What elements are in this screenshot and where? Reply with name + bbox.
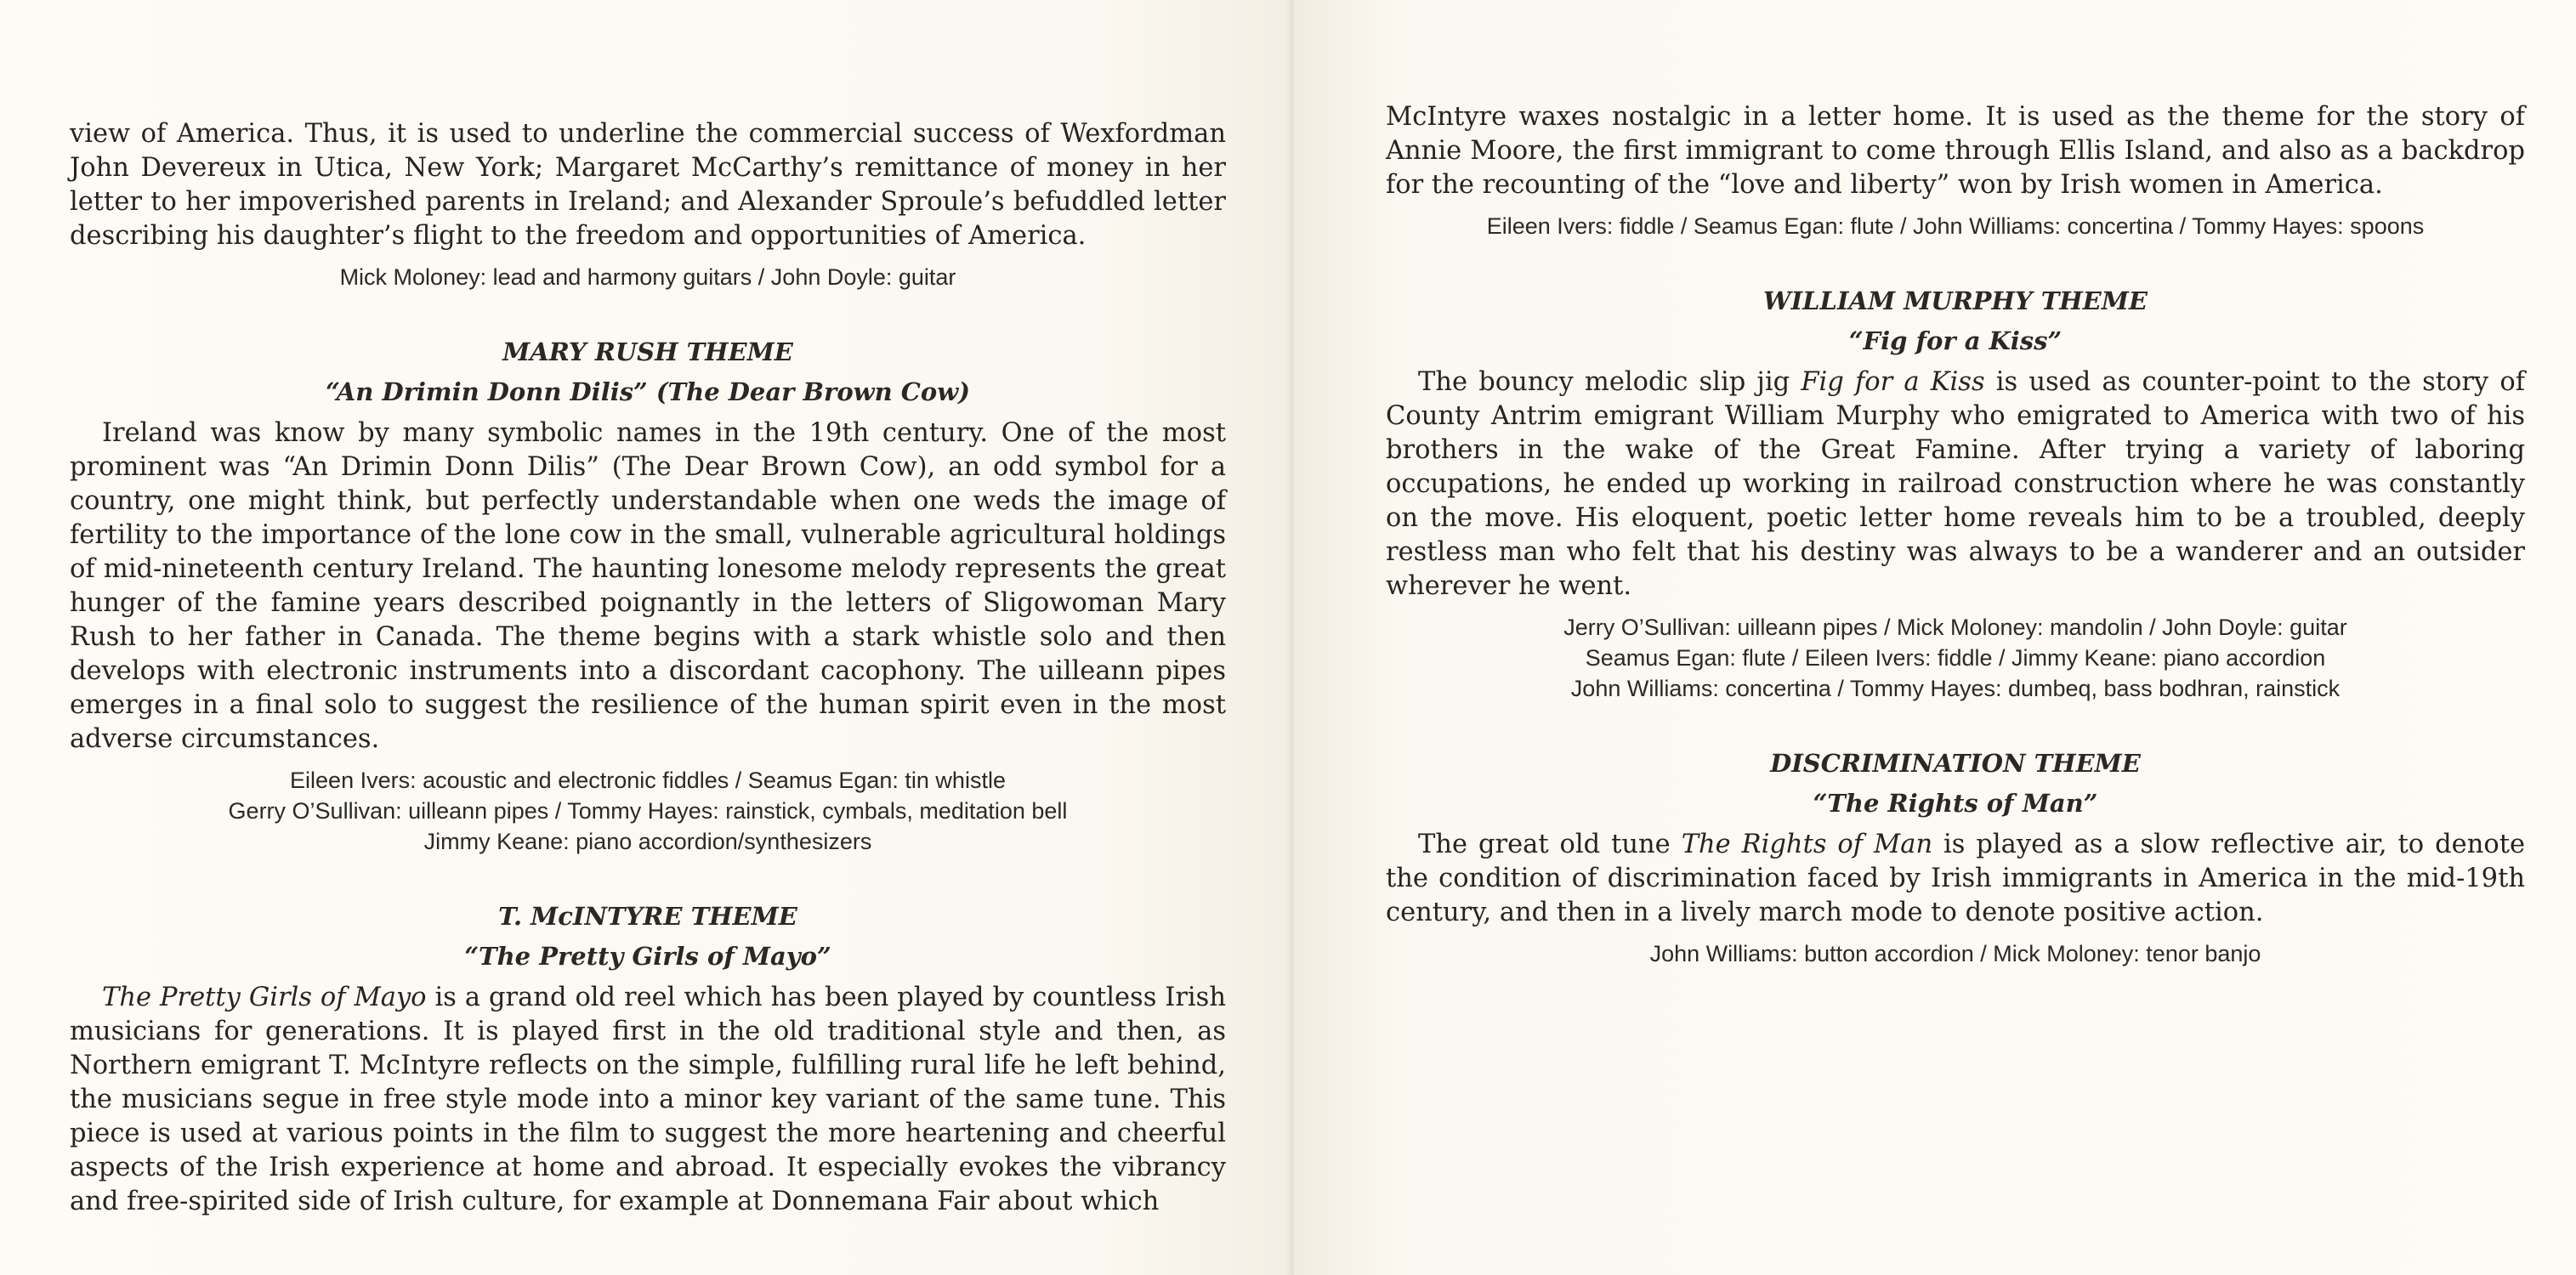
mcintyre-heading: T. McINTYRE THEME (498, 902, 797, 931)
william-murphy-subheading: “Fig for a Kiss” (1848, 326, 2063, 355)
william-murphy-paragraph (1386, 366, 2525, 604)
credit-line: Mick Moloney: lead and harmony guitars / John Doyle: guitar (339, 264, 956, 290)
credit-line: Eileen Ivers: fiddle / Seamus Egan: flute / John Williams: concertina / Tommy Hayes: spoons (1486, 213, 2425, 239)
mary-rush-credits (70, 765, 1226, 857)
discrimination-tune-title: The Rights of Man (1681, 830, 1933, 859)
right-page (1294, 0, 2576, 1275)
discrimination-paragraph-start: The great old tune (1418, 830, 1682, 859)
right-intro-credits (1386, 211, 2525, 241)
discrimination-credits (1386, 938, 2525, 969)
discrimination-heading: DISCRIMINATION THEME (1770, 749, 2141, 778)
credit-line: Eileen Ivers: acoustic and electronic fiddles / Seamus Egan: tin whistle (290, 768, 1006, 793)
mcintyre-subheading: “The Pretty Girls of Mayo” (464, 942, 831, 971)
left-intro-paragraph: view of America. Thus, it is used to underline the commercial success of Wexfordman John Devereux in Utica, New York; Margaret McCarthy’s remittance of money in her letter to her impoverished parents in Ireland; and Alexander Sproule’s befuddled letter describing his daughter’s flight to the freedom and opportunities of America. (70, 119, 1226, 251)
mary-rush-heading: MARY RUSH THEME (502, 337, 793, 366)
william-murphy-tune-title: Fig for a Kiss (1801, 367, 1985, 397)
william-murphy-paragraph-text: is used as counter-point to the story of County Antrim emigrant William Murphy who emigrated to America with two of his brothers in the wake of the Great Famine. After trying a variety of laboring occupations, he ended up working in railroad construction where he was constantly on the move. His eloquent, poetic letter home reveals him to be a troubled, deeply restless man who felt that his destiny was always to be a wanderer and an outsider wherever he went. (1386, 367, 2525, 601)
discrimination-paragraph (1386, 828, 2525, 930)
left-intro-credits (70, 262, 1226, 292)
mcintyre-paragraph (70, 981, 1226, 1219)
credit-line: Gerry O’Sullivan: uilleann pipes / Tommy Hayes: rainstick, cymbals, meditation bell (228, 798, 1068, 824)
mcintyre-tune-title: The Pretty Girls of Mayo (102, 983, 427, 1012)
william-murphy-credits (1386, 612, 2525, 704)
discrimination-paragraph-text: is played as a slow reflective air, to denote the condition of discrimination faced by Irish immigrants in America in the mid-19th century, and then in a lively march mode to denote positive action. (1386, 830, 2526, 927)
credit-line: John Williams: button accordion / Mick Moloney: tenor banjo (1649, 941, 2261, 966)
right-intro-paragraph: McIntyre waxes nostalgic in a letter home. It is used as the theme for the story of Annie Moore, the first immigrant to come through Ellis Island, and also as a backdrop for the recounting of the “love and liberty” won by Irish women in America. (1386, 102, 2525, 200)
william-murphy-paragraph-start: The bouncy melodic slip jig (1418, 367, 1801, 397)
william-murphy-heading: WILLIAM MURPHY THEME (1763, 286, 2148, 315)
credit-line: John Williams: concertina / Tommy Hayes: dumbeq, bass bodhran, rainstick (1570, 676, 2341, 701)
credit-line: Jerry O’Sullivan: uilleann pipes / Mick Moloney: mandolin / John Doyle: guitar (1563, 615, 2347, 640)
discrimination-subheading: “The Rights of Man” (1813, 789, 2098, 818)
credit-line: Seamus Egan: flute / Eileen Ivers: fiddle / Jimmy Keane: piano accordion (1585, 645, 2326, 671)
credit-line: Jimmy Keane: piano accordion/synthesizers (423, 829, 872, 854)
mary-rush-subheading: “An Drimin Donn Dilis” (The Dear Brown Cow) (326, 377, 970, 406)
mary-rush-paragraph: Ireland was know by many symbolic names in the 19th century. One of the most prominent was “An Drimin Donn Dilis” (The Dear Brown Cow), an odd symbol for a country, one might think, but perfectly understandable when one weds the image of fertility to the importance of the lone cow in the small, vulnerable agricultural holdings of mid-nineteenth century Ireland. The haunting lonesome melody represents the great hunger of the famine years described poignantly in the letters of Sligowoman Mary Rush to her father in Canada. The theme begins with a stark whistle solo and then develops with electronic instruments into a discordant cacophony. The uilleann pipes emerges in a final solo to suggest the resilience of the human spirit even in the most adverse circumstances. (70, 418, 1226, 754)
mcintyre-paragraph-text: is a grand old reel which has been played by countless Irish musicians for generations. It is played first in the old traditional style and then, as Northern emigrant T. McIntyre reflects on the simple, fulfilling rural life he left behind, the musicians segue in free style mode into a minor key variant of the same tune. This piece is used at various points in the film to suggest the more heartening and cheerful aspects of the Irish experience at home and abroad. It especially evokes the vibrancy and free-spirited side of Irish culture, for example at Donnemana Fair about which (70, 983, 1226, 1216)
